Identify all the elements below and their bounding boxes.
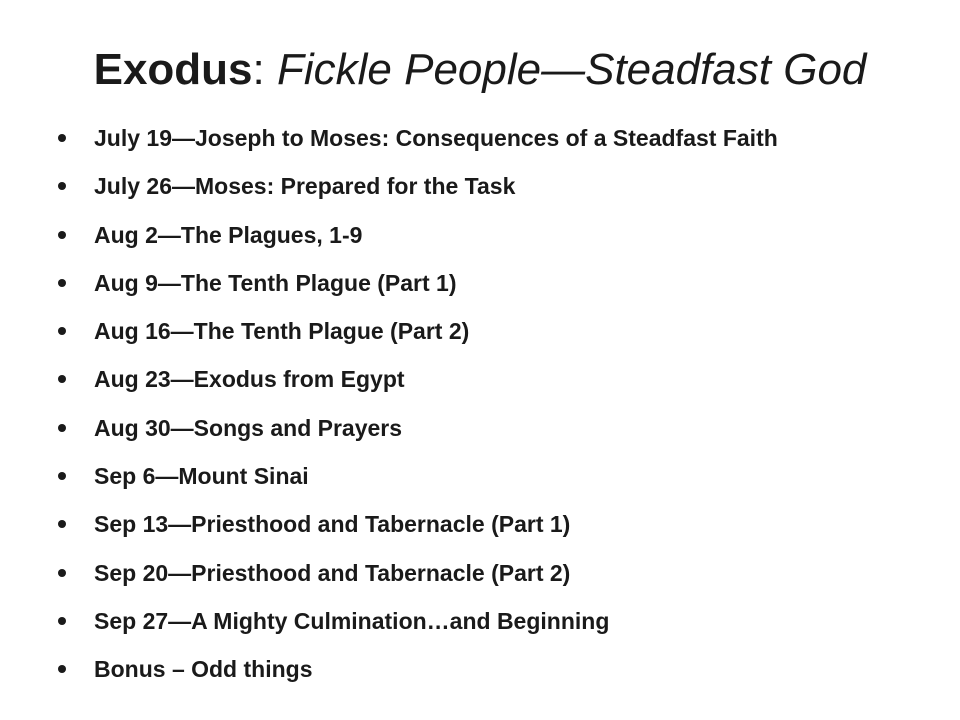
bullet-icon [58,617,66,625]
bullet-icon [58,231,66,239]
list-item-text: Sep 20—Priesthood and Tabernacle (Part 2) [94,559,571,586]
list-item-text: Aug 9—The Tenth Plague (Part 1) [94,269,457,296]
bullet-icon [58,520,66,528]
slide-title [0,38,960,102]
list-item-text: Bonus – Odd things [94,656,313,683]
list-item-text: July 19—Joseph to Moses: Consequences of a Steadfast Faith [94,125,778,151]
list-item-text: Aug 16—The Tenth Plague (Part 2) [94,318,470,345]
title-subtitle: Fickle People—Steadfast God [276,45,867,94]
list-item-text: Sep 13—Priesthood and Tabernacle (Part 1) [94,511,571,538]
bullet-icon [58,424,66,432]
bullet-icon [58,472,66,480]
bullet-icon [58,327,66,335]
title-separator: : [252,45,277,94]
bullet-icon [58,569,66,577]
bullet-icon [58,279,66,287]
list-item-text: July 26—Moses: Prepared for the Task [94,173,516,200]
bullet-icon [58,665,66,673]
list-item-text: Aug 23—Exodus from Egypt [94,366,405,393]
bullet-icon [58,134,66,142]
list-item-text: Aug 30—Songs and Prayers [94,414,403,441]
list-item-text: Sep 6—Mount Sinai [94,463,309,490]
list-item-text: Sep 27—A Mighty Culmination…and Beginning [94,607,610,634]
bullet-icon [58,375,66,383]
bullet-icon [58,182,66,190]
title-main: Exodus [93,45,253,94]
list-item-text: Aug 2—The Plagues, 1-9 [94,221,363,248]
